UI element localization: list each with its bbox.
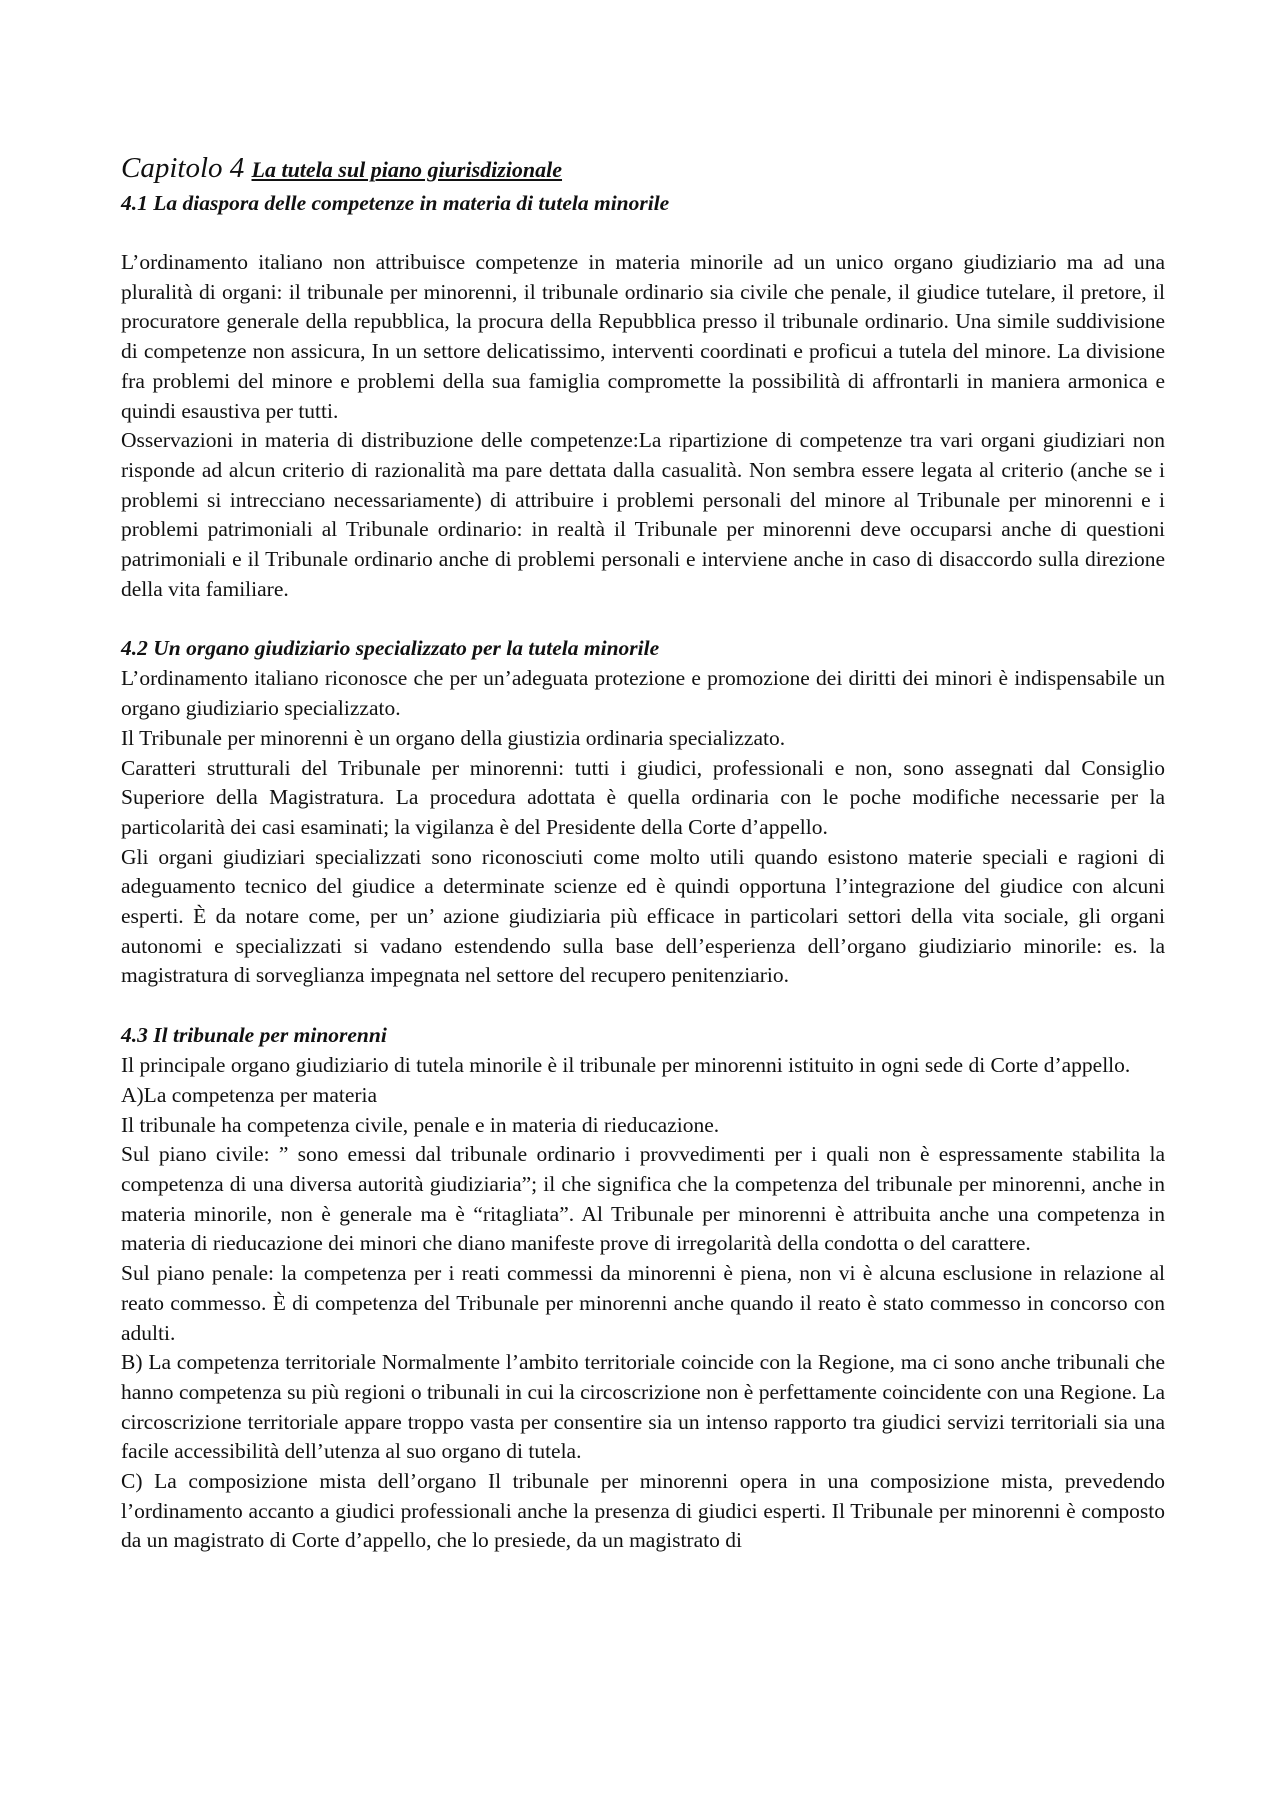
section-4-3 (121, 1020, 1165, 1556)
paragraph: L’ordinamento italiano non attribuisce competenze in materia minorile ad un unico organo giudiziario ma ad una pluralità di organi: il tribunale per minorenni, il tribunale ordinario sia civile che penale, il giudice tutelare, il pretore, il procuratore generale della repubblica, la procura della Repubblica presso il tribunale ordinario. Una simile suddivisione di competenze non assicura, In un settore delicatissimo, interventi coordinati e proficui a tutela del minore. La divisione fra problemi del minore e problemi della sua famiglia compromette la possibilità di affrontarli in maniera armonica e quindi esaustiva per tutti. (121, 250, 1165, 423)
section-4-2-title: 4.2 Un organo giudiziario specializzato per la tutela minorile (121, 636, 660, 661)
paragraph: Sul piano civile: ” sono emessi dal tribunale ordinario i provvedimenti per i quali non è espressamente stabilita la competenza di una diversa autorità giudiziaria”; il che significa che la competenza del tribunale per minorenni, anche in materia minorile, non è generale ma è “ritagliata”. Al Tribunale per minorenni è attribuita anche una competenza in materia di rieducazione dei minori che diano manifeste prove di irregolarità della condotta o del carattere. (121, 1142, 1165, 1256)
section-4-1-title: 4.1 La diaspora delle competenze in materia di tutela minorile (121, 191, 670, 215)
paragraph: Gli organi giudiziari specializzati sono riconosciuti come molto utili quando esistono materie speciali e ragioni di adeguamento tecnico del giudice a determinate scienze ed è quindi opportuna l’integrazione del giudice con alcuni esperti. È da notare come, per un’ azione giudiziaria più efficace in particolari settori della vita sociale, gli organi autonomi e specializzati si vadano estendendo sulla base dell’esperienza dell’organo giudiziario minorile: es. la magistratura di sorveglianza impegnata nel settore del recupero penitenziario. (121, 844, 1165, 988)
chapter-title (121, 150, 1165, 188)
section-4-1 (121, 188, 1165, 604)
paragraph: Il tribunale ha competenza civile, penale e in materia di rieducazione. (121, 1112, 720, 1137)
section-4-2 (121, 633, 1165, 991)
paragraph: L’ordinamento italiano riconosce che per un’adeguata protezione e promozione dei diritti dei minori è indispensabile un organo giudiziario specializzato. (121, 666, 1165, 721)
document-page (121, 150, 1165, 1556)
paragraph: Il Tribunale per minorenni è un organo della giustizia ordinaria specializzato. (121, 725, 786, 750)
chapter-subtitle: La tutela sul piano giurisdizionale (251, 157, 563, 182)
paragraph: Osservazioni in materia di distribuzione delle competenze:La ripartizione di competenze tra vari organi giudiziari non risponde ad alcun criterio di razionalità ma pare dettata dalla casualità. Non sembra essere legata al criterio (anche se i problemi si intrecciano necessariamente) di attribuire i problemi personali del minore al Tribunale per minorenni e i problemi patrimoniali al Tribunale ordinario: in realtà il Tribunale per minorenni deve occuparsi anche di questioni patrimoniali e il Tribunale ordinario anche di problemi personali e interviene anche in caso di disaccordo sulla direzione della vita familiare. (121, 428, 1165, 601)
paragraph: A)La competenza per materia (121, 1082, 378, 1107)
paragraph: B) La competenza territoriale Normalmente l’ambito territoriale coincide con la Regione, ma ci sono anche tribunali che hanno competenza su più regioni o tribunali in cui la circoscrizione non è perfettamente coincidente con una Regione. La circoscrizione territoriale appare troppo vasta per consentire sia un intenso rapporto tra giudici servizi territoriali sia una facile accessibilità dell’utenza al suo organo di tutela. (121, 1350, 1165, 1464)
paragraph: C) La composizione mista dell’organo Il tribunale per minorenni opera in una composizione mista, prevedendo l’ordinamento accanto a giudici professionali anche la presenza di giudici esperti. Il Tribunale per minorenni è composto da un magistrato di Corte d’appello, che lo presiede, da un magistrato di (121, 1469, 1165, 1553)
paragraph: Il principale organo giudiziario di tutela minorile è il tribunale per minorenni istituito in ogni sede di Corte d’appello. (121, 1053, 1131, 1078)
section-4-3-title: 4.3 Il tribunale per minorenni (121, 1023, 387, 1048)
paragraph: Sul piano penale: la competenza per i reati commessi da minorenni è piena, non vi è alcuna esclusione in relazione al reato commesso. È di competenza del Tribunale per minorenni anche quando il reato è stato commesso in concorso con adulti. (121, 1261, 1165, 1345)
chapter-label: Capitolo 4 (121, 152, 245, 184)
paragraph: Caratteri strutturali del Tribunale per minorenni: tutti i giudici, professionali e non, sono assegnati dal Consiglio Superiore della Magistratura. La procedura adottata è quella ordinaria con le poche modifiche necessarie per la particolarità dei casi esaminati; la vigilanza è del Presidente della Corte d’appello. (121, 755, 1165, 839)
